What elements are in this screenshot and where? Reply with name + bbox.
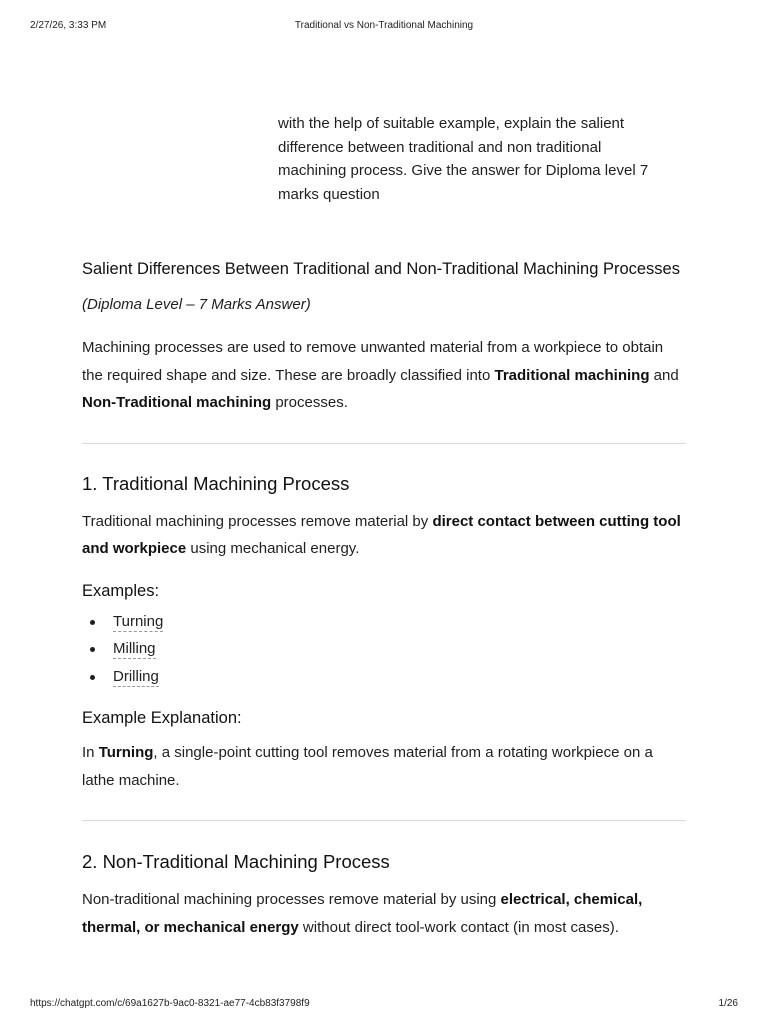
example-term-turning[interactable]: Turning	[113, 612, 164, 630]
list-item	[82, 663, 686, 691]
bullet-icon	[90, 647, 95, 652]
explanation-text-1: In	[82, 744, 99, 761]
user-message: with the help of suitable example, explain the salient difference between traditional and non traditional machining process. Give the answer for Diploma level 7 marks question	[278, 115, 649, 203]
intro-text-3: processes.	[271, 394, 348, 411]
section1-heading: 1. Traditional Machining Process	[82, 472, 350, 494]
section1-desc-text-2: using mechanical energy.	[186, 540, 360, 557]
print-footer	[0, 984, 768, 1024]
print-title: Traditional vs Non-Traditional Machining	[294, 20, 474, 31]
intro-bold-nontraditional: Non-Traditional machining	[82, 394, 272, 411]
examples-heading: Examples:	[82, 581, 160, 600]
explanation-text-2: , a single-point cutting tool removes material from a rotating workpiece on a lathe machine.	[82, 744, 653, 789]
list-item	[82, 608, 686, 636]
print-header	[0, 0, 768, 40]
bullet-icon	[90, 620, 95, 625]
answer-heading: Salient Differences Between Traditional and Non-Traditional Machining Processes	[82, 260, 680, 278]
section2-heading: 2. Non-Traditional Machining Process	[82, 851, 390, 872]
section1-desc-bold: direct contact between cutting tool and workpiece	[82, 512, 681, 557]
section1-desc-text-1: Traditional machining processes remove material by	[82, 512, 433, 530]
bullet-icon	[90, 675, 95, 680]
section2-description	[82, 886, 686, 941]
explanation-bold: Turning	[98, 744, 154, 761]
examples-list	[82, 608, 686, 691]
section2-desc-text-2: without direct tool-work contact (in most cases).	[298, 918, 619, 936]
answer-subtitle: (Diploma Level – 7 Marks Answer)	[82, 296, 311, 313]
explanation-paragraph	[82, 739, 686, 794]
section1-description	[82, 508, 686, 563]
section-divider	[82, 820, 686, 821]
assistant-answer	[82, 256, 686, 941]
list-item	[82, 635, 686, 663]
intro-text-1: Machining processes are used to remove unwanted material from a workpiece to obtain the required shape and size. These are broadly classified into	[82, 339, 664, 384]
section-divider	[82, 443, 686, 444]
section2-desc-text-1: Non-traditional machining processes remove material by using	[82, 891, 501, 908]
example-term-milling[interactable]: Milling	[113, 640, 156, 657]
explanation-heading: Example Explanation:	[82, 709, 242, 727]
section2-desc-bold: electrical, chemical, thermal, or mechanical energy	[82, 891, 643, 936]
intro-text-2: and	[649, 366, 679, 384]
print-datetime: 2/27/26, 3:33 PM	[30, 20, 107, 31]
page-number: 1/26	[718, 998, 738, 1009]
example-term-drilling[interactable]: Drilling	[113, 667, 159, 685]
intro-bold-traditional: Traditional machining	[494, 366, 650, 384]
intro-paragraph	[82, 334, 686, 417]
page-url: https://chatgpt.com/c/69a1627b-9ac0-8321-ae77-4cb83f3798f9	[30, 998, 310, 1009]
